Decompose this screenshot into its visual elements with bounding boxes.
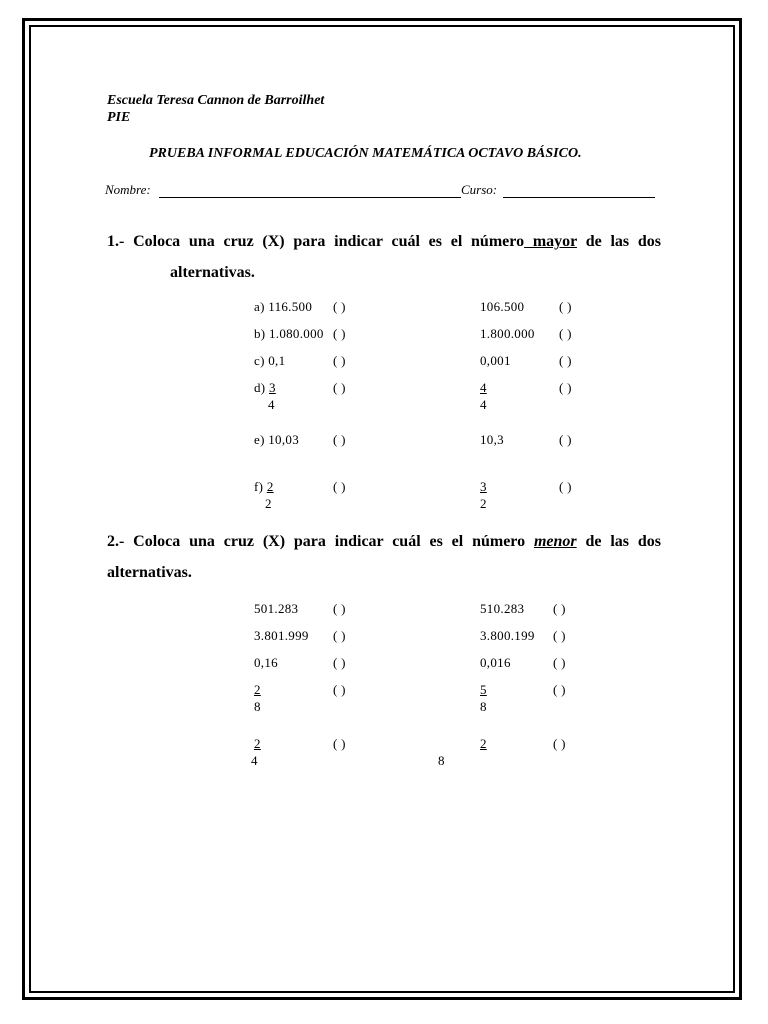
school-name: Escuela Teresa Cannon de Barroilhet	[107, 93, 325, 108]
keyword-menor: menor	[533, 533, 577, 550]
q1-b-right-checkbox[interactable]: ( )	[559, 326, 572, 341]
question-2-line-2: alternativas.	[107, 564, 192, 581]
q2-row-2-right-checkbox[interactable]: ( )	[553, 628, 566, 643]
q1-e-right-checkbox[interactable]: ( )	[559, 432, 572, 447]
fraction-denominator: 4	[480, 397, 487, 412]
fraction-numerator: 2	[254, 736, 261, 751]
fraction-denominator: 8	[254, 699, 261, 714]
page-border-inner	[29, 25, 735, 993]
q1-c-left-checkbox[interactable]: ( )	[333, 353, 346, 368]
test-title: PRUEBA INFORMAL EDUCACIÓN MATEMÁTICA OCTAVO BÁSICO.	[149, 146, 582, 161]
fraction-numerator: 2	[480, 736, 487, 751]
fraction-denominator: 2	[265, 496, 272, 511]
q2-row-1-right: 510.283	[480, 601, 525, 616]
program-label: PIE	[107, 110, 131, 125]
nombre-field[interactable]	[159, 197, 461, 198]
q1-option-c-right: 0,001	[480, 353, 511, 368]
q1-option-f-left: f) 2	[254, 479, 274, 494]
q1-option-b-right: 1.800.000	[480, 326, 535, 341]
q1-e-left-checkbox[interactable]: ( )	[333, 432, 346, 447]
q1-a-left-checkbox[interactable]: ( )	[333, 299, 346, 314]
q1-option-a-left: a) 116.500	[254, 299, 313, 314]
q2-row-2-right: 3.800.199	[480, 628, 535, 643]
q1-c-right-checkbox[interactable]: ( )	[559, 353, 572, 368]
question-2-line-1: 2.- Coloca una cruz (X) para indicar cuál es el número menor de las dos	[107, 533, 662, 550]
fraction-denominator: 2	[480, 496, 487, 511]
q2-row-1-left: 501.283	[254, 601, 299, 616]
q1-a-right-checkbox[interactable]: ( )	[559, 299, 572, 314]
q1-option-d-left: d) 3	[254, 380, 276, 395]
q1-b-left-checkbox[interactable]: ( )	[333, 326, 346, 341]
q2-row-5-left-checkbox[interactable]: ( )	[333, 736, 346, 751]
keyword-mayor: mayor	[524, 233, 577, 250]
fraction-denominator: 4	[268, 397, 275, 412]
q1-option-b-left: b) 1.080.000	[254, 326, 324, 341]
curso-field[interactable]	[503, 197, 655, 198]
fraction-numerator: 3	[480, 479, 487, 494]
q1-option-c-left: c) 0,1	[254, 353, 286, 368]
fraction-numerator: 2	[254, 682, 261, 697]
fraction-denominator: 4	[251, 753, 258, 768]
q1-d-left-checkbox[interactable]: ( )	[333, 380, 346, 395]
q1-option-e-left: e) 10,03	[254, 432, 299, 447]
q1-f-right-checkbox[interactable]: ( )	[559, 479, 572, 494]
q1-option-e-right: 10,3	[480, 432, 504, 447]
q1-option-a-right: 106.500	[480, 299, 525, 314]
fraction-denominator: 8	[438, 753, 445, 768]
q2-row-2-left-checkbox[interactable]: ( )	[333, 628, 346, 643]
q2-row-3-right-checkbox[interactable]: ( )	[553, 655, 566, 670]
q2-row-3-right: 0,016	[480, 655, 511, 670]
q2-row-3-left: 0,16	[254, 655, 278, 670]
q1-f-left-checkbox[interactable]: ( )	[333, 479, 346, 494]
question-1-line-2: alternativas.	[170, 264, 255, 281]
fraction-numerator: 3	[268, 380, 276, 395]
q2-row-4-left-checkbox[interactable]: ( )	[333, 682, 346, 697]
q2-row-1-left-checkbox[interactable]: ( )	[333, 601, 346, 616]
q2-row-3-left-checkbox[interactable]: ( )	[333, 655, 346, 670]
curso-label: Curso:	[461, 182, 498, 197]
q2-row-2-left: 3.801.999	[254, 628, 309, 643]
question-1-line-1: 1.- Coloca una cruz (X) para indicar cuál es el número mayor de las dos	[107, 233, 662, 250]
fraction-numerator: 4	[480, 380, 487, 395]
fraction-numerator: 2	[266, 479, 274, 494]
q2-row-1-right-checkbox[interactable]: ( )	[553, 601, 566, 616]
fraction-denominator: 8	[480, 699, 487, 714]
q2-row-4-right-checkbox[interactable]: ( )	[553, 682, 566, 697]
fraction-numerator: 5	[480, 682, 487, 697]
q2-row-5-right-checkbox[interactable]: ( )	[553, 736, 566, 751]
q1-d-right-checkbox[interactable]: ( )	[559, 380, 572, 395]
nombre-label: Nombre:	[105, 182, 151, 197]
